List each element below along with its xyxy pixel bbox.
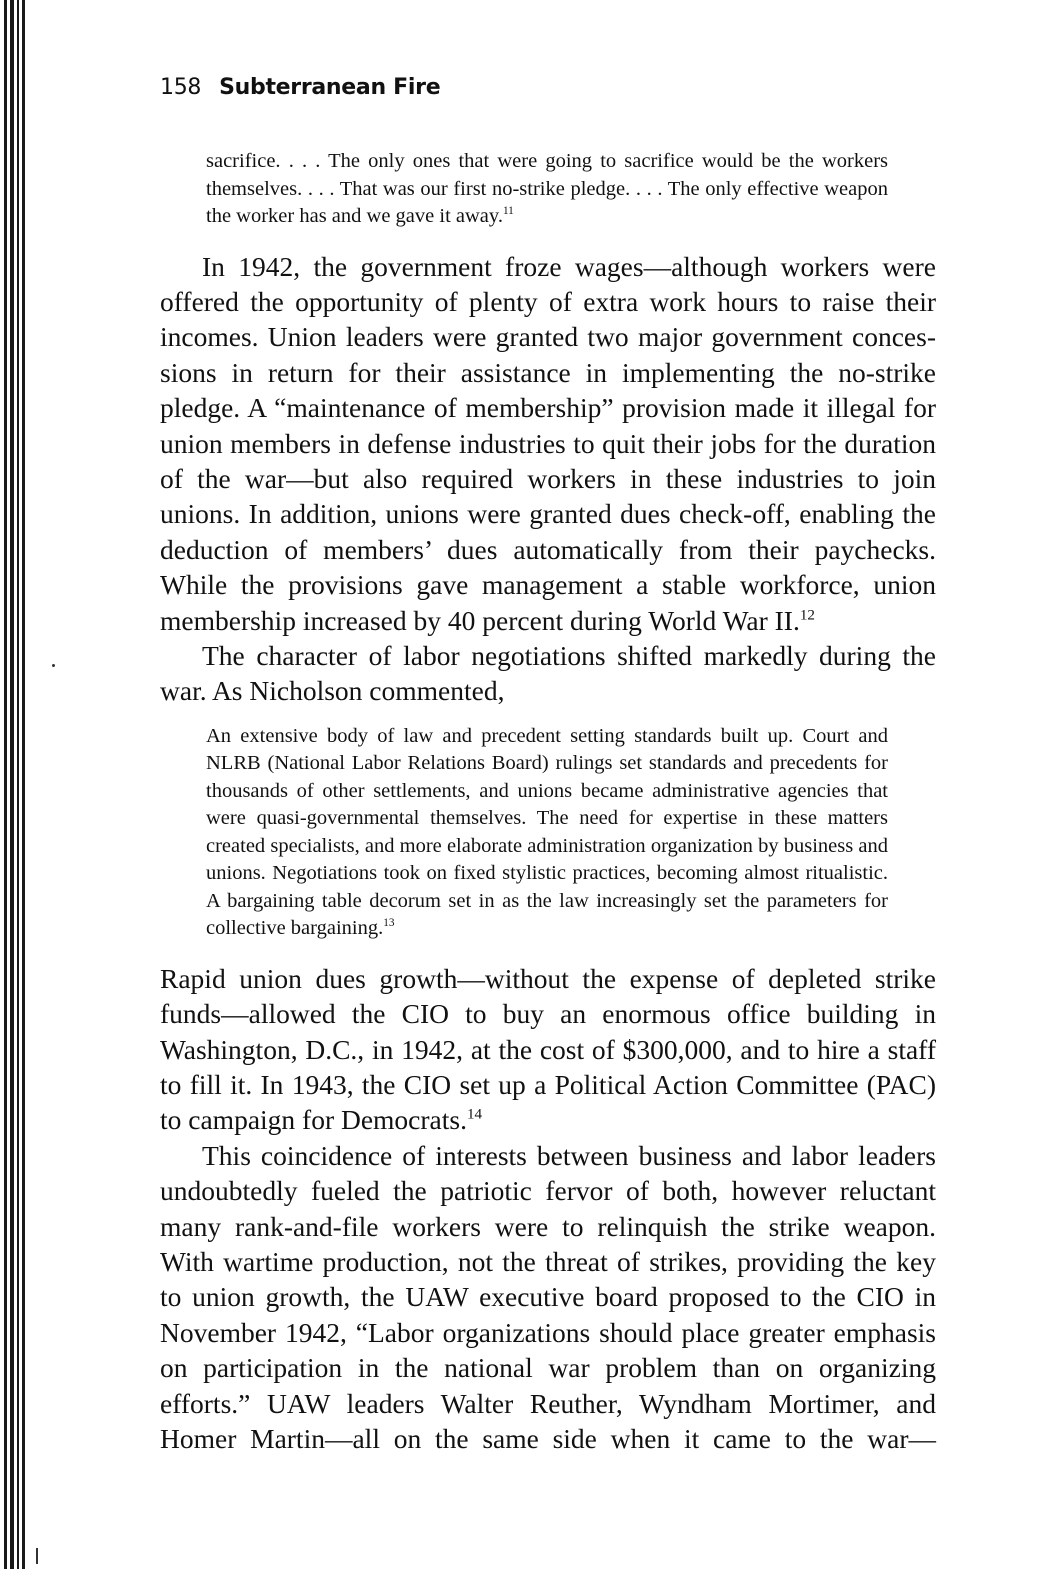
footnote-marker: 13	[383, 917, 395, 930]
paragraph-text: In 1942, the government froze wages—although workers were offered the opportunity of plenty of extra work hours to raise their incomes. Union leaders were granted two major government concessions in return for their assistance in implementing the no-strike pledge. A “maintenance of membership” provision made it illegal for union members in defense industries to quit their jobs for the duration of the war—but also required workers in these industries to join unions. In addition, unions were granted dues check-off, enabling the deduction of members’ dues automatically from their paychecks. While the provisions gave management a stable workforce, union membership increased by 40 percent during World War II.	[160, 250, 936, 636]
footnote-marker: 11	[502, 205, 514, 218]
scan-mark	[36, 1548, 38, 1564]
paragraph-text: The character of labor negotiations shifted markedly during the war. As Nicholson commented,	[160, 639, 936, 707]
paragraph-union-dues-growth	[160, 961, 936, 1138]
book-title: Subterranean Fire	[219, 75, 441, 100]
footnote-marker: 12	[799, 606, 815, 623]
paragraph-coincidence-of-interests	[160, 1138, 936, 1457]
paragraph-text: This coincidence of interests between business and labor leaders undoubtedly fueled the patriotic fervor of both, however reluctant many rank-and-file workers were to relinquish the strike weapon. With wartime production, not the threat of strikes, providing the key to union growth, the UAW executive board proposed to the CIO in November 1942, “Labor organizations should place greater emphasis on participation in the national war problem than on organizing efforts.” UAW leaders Walter Reuther, Wyndham Mortimer, and Homer Martin—all on the same side when it came to the war—	[160, 1139, 936, 1455]
quote-text: An extensive body of law and precedent setting standards built up. Court and NLRB (National Labor Relations Board) rulings set standards and precedents for thousands of other settlements, and unions became administrative agencies that were quasi-governmental themselves. The need for expertise in these matters created specialists, and more elaborate administration organization by business and unions. Negotiations took on fixed stylistic practices, becoming almost ritualistic. A bargaining table decorum set in as the law increasingly set the parameters for collective bargaining.	[206, 724, 888, 940]
paragraph-text: Rapid union dues growth—without the expense of depleted strike funds—allowed the CIO to buy an enormous office building in Washington, D.C., in 1942, at the cost of $300,000, and to hire a staff to fill it. In 1943, the CIO set up a Political Action Committee (PAC) to campaign for Democrats.	[160, 962, 936, 1136]
running-head	[160, 66, 936, 110]
block-quote-worker-testimony	[206, 148, 888, 231]
footnote-marker: 14	[466, 1106, 483, 1123]
paragraph-wage-freeze	[160, 249, 936, 638]
paragraph-labor-negotiations	[160, 638, 936, 709]
page-number: 158	[160, 75, 202, 100]
block-quote-nicholson	[206, 723, 888, 943]
quote-text: sacrifice. . . . The only ones that were going to sacrifice would be the workers themselves. . . . That was our first no-strike pledge. . . . The only effective weapon the worker has and we gave it away.	[206, 150, 888, 227]
book-page	[160, 66, 936, 1456]
scan-speck	[52, 664, 55, 667]
binding-edge-shadow	[0, 0, 40, 1569]
